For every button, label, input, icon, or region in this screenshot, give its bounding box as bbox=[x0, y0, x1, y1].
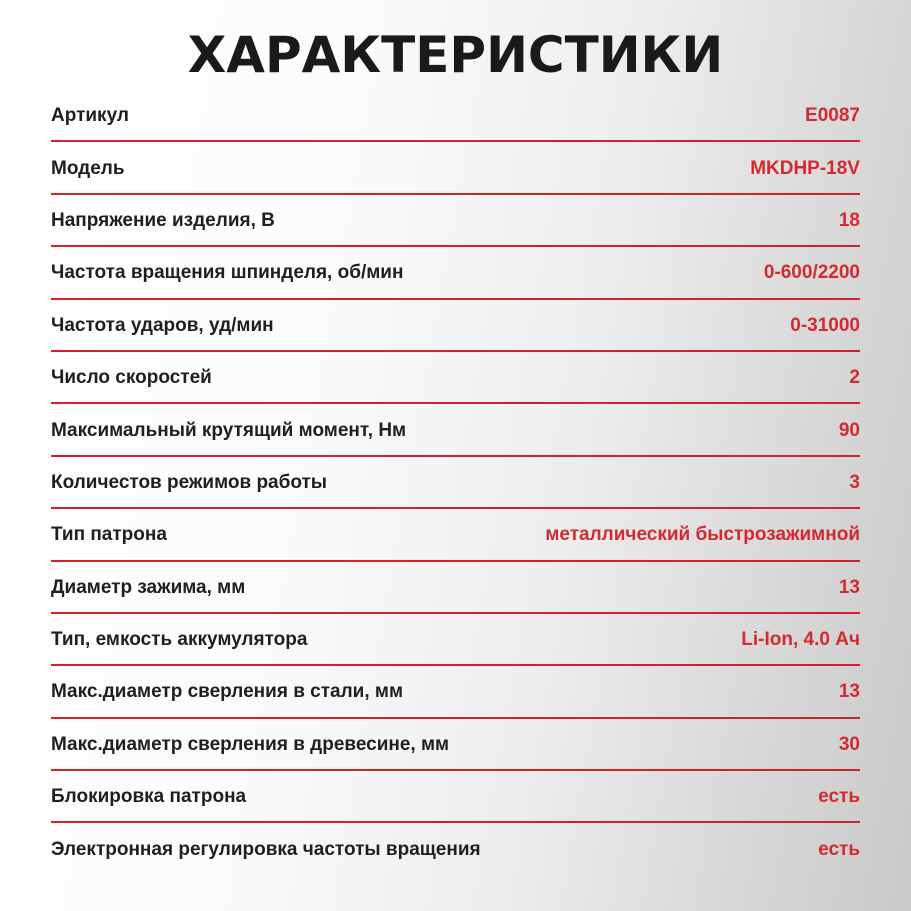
spec-label: Блокировка патрона bbox=[51, 786, 247, 808]
spec-table bbox=[51, 90, 860, 876]
spec-label: Диаметр зажима, мм bbox=[51, 576, 246, 598]
spec-row-speed-control bbox=[51, 823, 860, 875]
spec-row-impact-rate bbox=[51, 300, 860, 352]
spec-value: Li-Ion, 4.0 Ач bbox=[741, 629, 860, 651]
spec-value: E0087 bbox=[805, 105, 860, 127]
spec-value: 13 bbox=[838, 681, 860, 703]
spec-label: Тип, емкость аккумулятора bbox=[51, 629, 308, 651]
spec-value: 0-600/2200 bbox=[763, 262, 860, 284]
spec-value: 90 bbox=[838, 419, 860, 441]
page-title: ХАРАКТЕРИСТИКИ bbox=[187, 26, 724, 84]
spec-row-clamp-diameter bbox=[51, 562, 860, 614]
spec-label: Частота вращения шпинделя, об/мин bbox=[51, 262, 404, 284]
spec-label: Модель bbox=[51, 157, 125, 179]
spec-value: есть bbox=[818, 786, 860, 808]
spec-value: есть bbox=[818, 838, 860, 860]
spec-row-article bbox=[51, 90, 860, 142]
spec-value: 0-31000 bbox=[790, 314, 860, 336]
spec-row-wood-drilling bbox=[51, 719, 860, 771]
spec-row-battery bbox=[51, 614, 860, 666]
spec-value: 30 bbox=[838, 733, 860, 755]
spec-label: Напряжение изделия, В bbox=[51, 209, 275, 231]
spec-row-spindle-speed bbox=[51, 247, 860, 299]
spec-row-mode-count bbox=[51, 457, 860, 509]
spec-row-speed-count bbox=[51, 352, 860, 404]
spec-row-max-torque bbox=[51, 404, 860, 456]
spec-value: MKDHP-18V bbox=[750, 157, 860, 179]
spec-label: Макс.диаметр сверления в древесине, мм bbox=[51, 733, 450, 755]
spec-label: Количестов режимов работы bbox=[51, 471, 328, 493]
spec-label: Максимальный крутящий момент, Нм bbox=[51, 419, 407, 441]
spec-row-chuck-lock bbox=[51, 771, 860, 823]
spec-value: 18 bbox=[838, 209, 860, 231]
spec-label: Тип патрона bbox=[51, 524, 167, 546]
spec-label: Частота ударов, уд/мин bbox=[51, 314, 274, 336]
spec-label: Электронная регулировка частоты вращения bbox=[51, 838, 481, 860]
spec-value: 3 bbox=[849, 471, 860, 493]
spec-value: 2 bbox=[849, 367, 860, 389]
spec-label: Артикул bbox=[51, 105, 129, 127]
spec-row-steel-drilling bbox=[51, 666, 860, 718]
spec-label: Макс.диаметр сверления в стали, мм bbox=[51, 681, 404, 703]
spec-value: 13 bbox=[838, 576, 860, 598]
spec-row-model bbox=[51, 142, 860, 194]
spec-row-chuck-type bbox=[51, 509, 860, 561]
spec-label: Число скоростей bbox=[51, 367, 212, 389]
spec-row-voltage bbox=[51, 195, 860, 247]
spec-value: металлический быстрозажимной bbox=[545, 524, 860, 546]
